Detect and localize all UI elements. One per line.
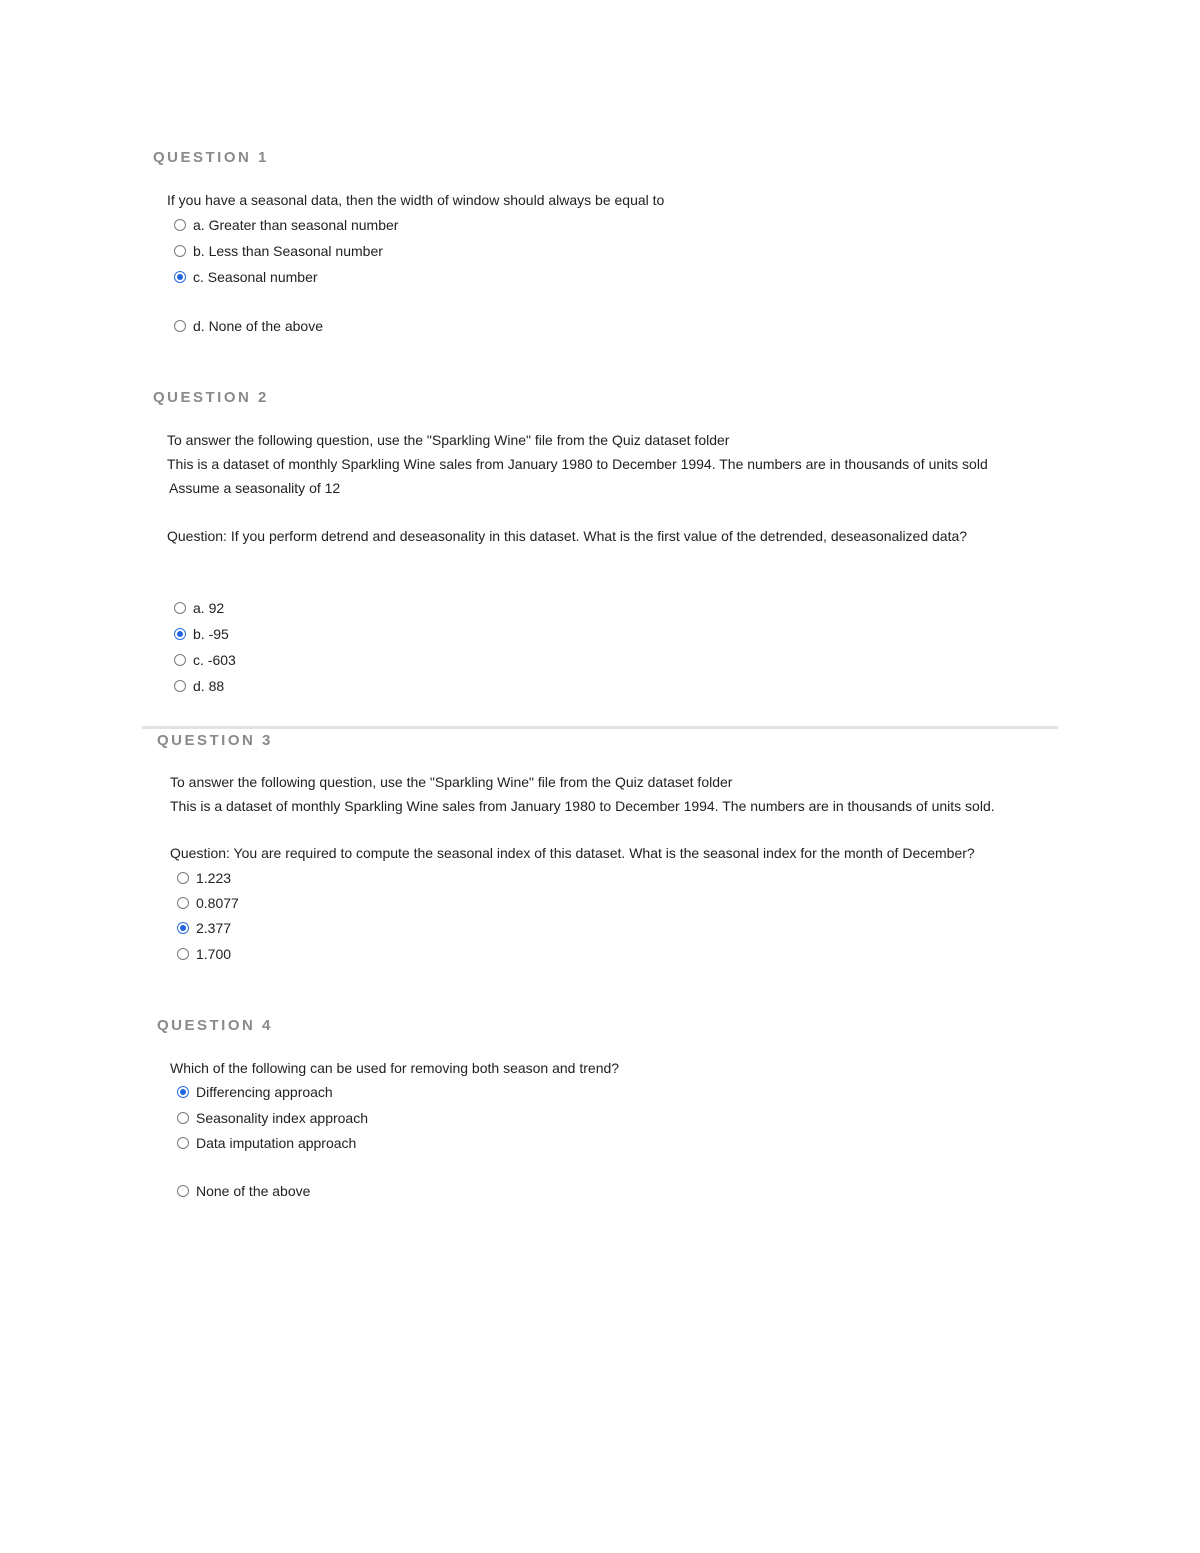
question-1-option-b[interactable] [174, 243, 383, 259]
question-3-option-a[interactable] [177, 870, 231, 886]
option-label: Data imputation approach [196, 1135, 357, 1151]
question-2-heading: QUESTION 2 [153, 389, 269, 406]
radio-icon[interactable] [177, 872, 189, 884]
question-4-option-c[interactable] [177, 1135, 356, 1151]
question-3-text-line-2: This is a dataset of monthly Sparkling Wine sales from January 1980 to December 1994. The numbers are in thousands of units sold. [170, 798, 995, 814]
option-label: 1.223 [196, 870, 232, 886]
option-label: d. 88 [193, 678, 225, 694]
radio-icon[interactable] [177, 948, 189, 960]
option-label: 2.377 [196, 920, 232, 936]
option-label: Seasonality index approach [196, 1110, 369, 1126]
radio-icon[interactable] [177, 1185, 189, 1197]
question-3-option-c[interactable] [177, 920, 231, 936]
question-3-option-b[interactable] [177, 895, 239, 911]
radio-icon[interactable] [174, 654, 186, 666]
question-4-option-a[interactable] [177, 1084, 333, 1100]
question-2-option-b[interactable] [174, 626, 229, 642]
question-2-option-c[interactable] [174, 652, 236, 668]
question-3-heading: QUESTION 3 [157, 732, 273, 749]
option-label: a. Greater than seasonal number [193, 217, 399, 233]
question-1-heading: QUESTION 1 [153, 149, 269, 166]
question-2-text-line-1: To answer the following question, use the "Sparkling Wine" file from the Quiz dataset folder [167, 432, 730, 448]
question-4-text: Which of the following can be used for removing both season and trend? [170, 1060, 620, 1076]
question-4-option-b[interactable] [177, 1110, 368, 1126]
radio-selected-icon[interactable] [174, 628, 186, 640]
question-1-option-d[interactable] [174, 318, 323, 334]
radio-selected-icon[interactable] [177, 922, 189, 934]
question-4-heading: QUESTION 4 [157, 1017, 273, 1034]
option-label: 0.8077 [196, 895, 239, 911]
option-label: None of the above [196, 1183, 311, 1199]
question-2-option-d[interactable] [174, 678, 224, 694]
option-label: b. Less than Seasonal number [193, 243, 383, 259]
radio-selected-icon[interactable] [177, 1086, 189, 1098]
question-1-option-c[interactable] [174, 269, 318, 285]
question-1-option-a[interactable] [174, 217, 398, 233]
option-label: c. Seasonal number [193, 269, 318, 285]
option-label: d. None of the above [193, 318, 323, 334]
radio-icon[interactable] [174, 320, 186, 332]
question-2-question-text: Question: If you perform detrend and deseasonality in this dataset. What is the first value of the detrended, deseasonalized data? [167, 528, 968, 544]
option-label: Differencing approach [196, 1084, 333, 1100]
question-3-question-text: Question: You are required to compute the seasonal index of this dataset. What is the seasonal index for the month of December? [170, 845, 975, 861]
question-3-option-d[interactable] [177, 946, 231, 962]
question-2-text-line-3: Assume a seasonality of 12 [169, 480, 341, 496]
question-2-option-a[interactable] [174, 600, 224, 616]
question-2-text-line-2: This is a dataset of monthly Sparkling Wine sales from January 1980 to December 1994. The numbers are in thousands of units sold [167, 456, 988, 472]
radio-icon[interactable] [177, 1137, 189, 1149]
section-divider [142, 726, 1058, 729]
option-label: c. -603 [193, 652, 236, 668]
radio-icon[interactable] [174, 602, 186, 614]
option-label: b. -95 [193, 626, 229, 642]
radio-icon[interactable] [177, 897, 189, 909]
option-label: 1.700 [196, 946, 232, 962]
radio-icon[interactable] [177, 1112, 189, 1124]
radio-icon[interactable] [174, 219, 186, 231]
option-label: a. 92 [193, 600, 225, 616]
radio-icon[interactable] [174, 680, 186, 692]
radio-icon[interactable] [174, 245, 186, 257]
question-4-option-d[interactable] [177, 1183, 310, 1199]
question-1-text: If you have a seasonal data, then the width of window should always be equal to [167, 192, 665, 208]
radio-selected-icon[interactable] [174, 271, 186, 283]
question-3-text-line-1: To answer the following question, use the "Sparkling Wine" file from the Quiz dataset folder [170, 774, 733, 790]
